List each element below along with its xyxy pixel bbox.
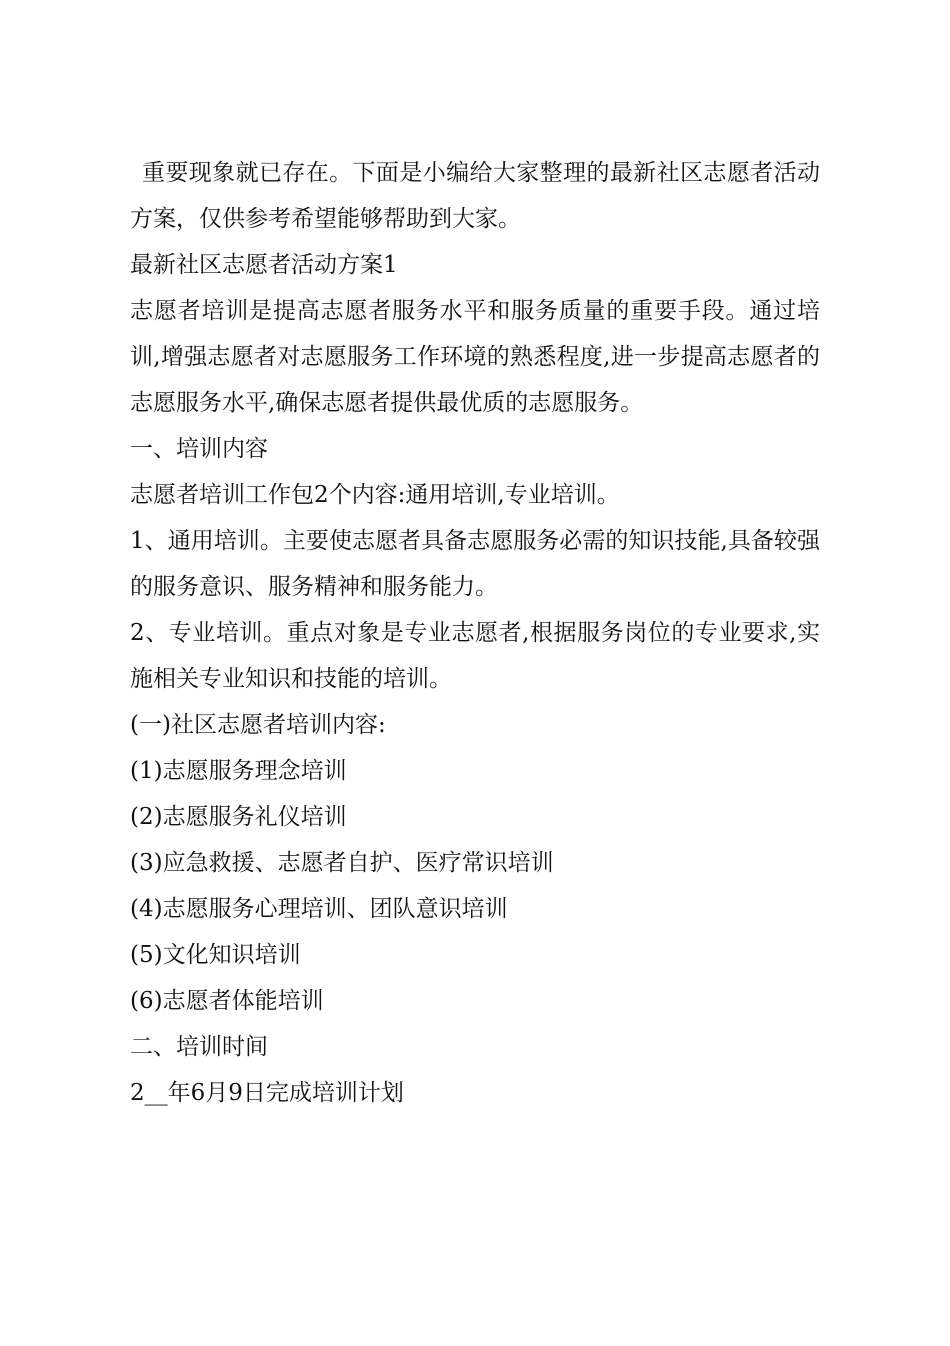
section-heading: 二、培训时间 [130,1034,268,1060]
list-item: (4)志愿服务心理培训、团队意识培训 [130,896,508,922]
list-item: (1)志愿服务理念培训 [130,758,347,784]
section-heading: 一、培训内容 [130,436,268,462]
body-paragraph: 志愿者培训工作包2个内容:通用培训,专业培训。 [130,482,620,508]
list-item: (2)志愿服务礼仪培训 [130,804,347,830]
document-title: 最新社区志愿者活动方案1 [130,252,398,278]
list-item: 1、通用培训。主要使志愿者具备志愿服务必需的知识技能,具备较强的服务意识、服务精神和服务能力。 [130,528,820,600]
list-item: 2、专业培训。重点对象是专业志愿者,根据服务岗位的专业要求,实施相关专业知识和技能的培训。 [130,620,820,692]
list-item: (5)文化知识培训 [130,942,301,968]
body-paragraph: 2__年6月9日完成培训计划 [130,1080,404,1106]
subsection-heading: (一)社区志愿者培训内容: [130,712,386,738]
intro-paragraph: 重要现象就已存在。下面是小编给大家整理的最新社区志愿者活动方案，仅供参考希望能够帮助到大家。 [130,160,820,232]
list-item: (6)志愿者体能培训 [130,988,324,1014]
body-paragraph: 志愿者培训是提高志愿者服务水平和服务质量的重要手段。通过培训,增强志愿者对志愿服务工作环境的熟悉程度,进一步提高志愿者的志愿服务水平,确保志愿者提供最优质的志愿服务。 [130,298,820,416]
document-body [130,150,820,1116]
list-item: (3)应急救援、志愿者自护、医疗常识培训 [130,850,554,876]
